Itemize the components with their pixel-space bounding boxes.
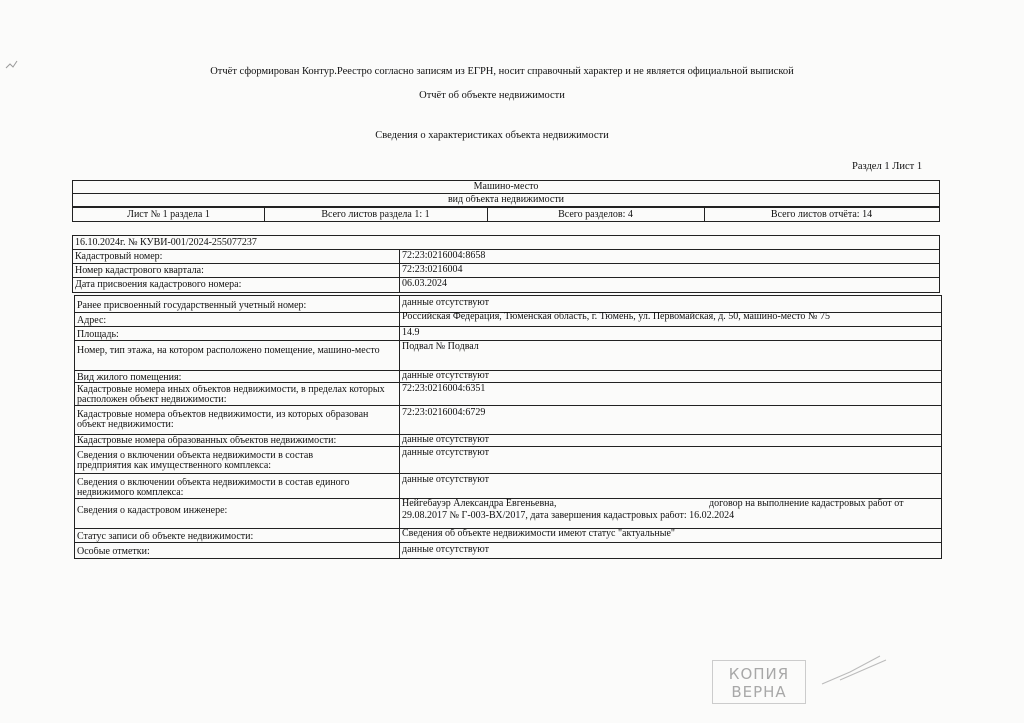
dwelling-type-label: Вид жилого помещения:: [77, 373, 182, 383]
copy-stamp: [712, 660, 806, 704]
stamp-line-1: КОПИЯ: [728, 665, 790, 683]
engineer-contract-start: договор на выполнение кадастровых работ от: [709, 499, 904, 509]
enterprise-inclusion-label: Сведения о включении объекта недвижимости в состав предприятия как имущественного комплекса:: [77, 451, 314, 471]
area-label: Площадь:: [77, 330, 119, 340]
complex-inclusion-value: данные отсутствуют: [402, 475, 489, 485]
record-status-label: Статус записи об объекте недвижимости:: [77, 532, 254, 542]
dwelling-type-value: данные отсутствуют: [402, 371, 489, 381]
cadastral-quarter-label: Номер кадастрового квартала:: [75, 266, 204, 276]
special-marks-value: данные отсутствуют: [402, 545, 489, 555]
section-sheet-label: Раздел 1 Лист 1: [852, 161, 923, 172]
assignment-date-value: 06.03.2024: [402, 279, 447, 289]
sections-total: Всего разделов: 4: [558, 210, 633, 220]
floor-value: Подвал № Подвал: [402, 342, 479, 352]
corner-pencil-mark: [4, 58, 20, 72]
report-disclaimer: Отчёт сформирован Контур.Реестро согласно записям из ЕГРН, носит справочный характер и не является официальной выпиской: [210, 66, 794, 77]
assignment-date-label: Дата присвоения кадастрового номера:: [75, 280, 242, 290]
section-sheets-total: Всего листов раздела 1: 1: [321, 210, 430, 220]
address-value: Российская Федерация, Тюменская область, г. Тюмень, ул. Первомайская, д. 50, машино-место № 75: [402, 312, 830, 322]
engineer-value-line1: Нейгебауэр Александра Евгеньевна,: [402, 499, 557, 509]
report-sheets-total: Всего листов отчёта: 14: [770, 210, 873, 220]
signature-mark: [820, 650, 890, 690]
object-type-label: вид объекта недвижимости: [447, 195, 565, 205]
object-type-value: Машино-место: [473, 182, 539, 192]
cadastral-quarter-value: 72:23:0216004: [402, 265, 463, 275]
cadastral-number-label: Кадастровый номер:: [75, 252, 163, 262]
report-number: 16.10.2024г. № КУВИ-001/2024-255077237: [75, 238, 257, 248]
parent-objects-label: Кадастровые номера иных объектов недвижимости, в пределах которых расположен объект недвижимости:: [77, 385, 385, 405]
record-status-value: Сведения об объекте недвижимости имеют статус "актуальные": [402, 529, 675, 539]
cadastral-number-value: 72:23:0216004:8658: [402, 251, 486, 261]
enterprise-inclusion-value: данные отсутствуют: [402, 448, 489, 458]
engineer-value-line2: 29.08.2017 № Г-003-ВХ/2017, дата завершения кадастровых работ: 16.02.2024: [402, 511, 735, 521]
report-title: Отчёт об объекте недвижимости: [419, 90, 565, 101]
object-type-box: [72, 180, 940, 207]
complex-inclusion-label: Сведения о включении объекта недвижимости в состав единого недвижимого комплекса:: [77, 478, 350, 498]
section-title: Сведения о характеристиках объекта недвижимости: [375, 130, 609, 141]
parent-objects-value: 72:23:0216004:6351: [402, 384, 486, 394]
main-fields-table: [72, 235, 940, 293]
formed-objects-label: Кадастровые номера образованных объектов недвижимости:: [77, 436, 337, 446]
source-objects-value: 72:23:0216004:6729: [402, 408, 486, 418]
area-value: 14.9: [402, 328, 420, 338]
engineer-label: Сведения о кадастровом инженере:: [77, 506, 228, 516]
sheet-number: Лист № 1 раздела 1: [127, 210, 210, 220]
address-label: Адрес:: [77, 316, 107, 326]
special-marks-label: Особые отметки:: [77, 547, 150, 557]
prev-number-value: данные отсутствуют: [402, 298, 489, 308]
source-objects-label: Кадастровые номера объектов недвижимости, из которых образован объект недвижимости:: [77, 410, 369, 430]
stamp-line-2: ВЕРНА: [731, 683, 787, 701]
formed-objects-value: данные отсутствуют: [402, 435, 489, 445]
details-table: [74, 295, 942, 559]
prev-number-label: Ранее присвоенный государственный учетный номер:: [77, 301, 307, 311]
sheet-info-row: [72, 207, 940, 222]
floor-label: Номер, тип этажа, на котором расположено помещение, машино-место: [77, 346, 380, 356]
